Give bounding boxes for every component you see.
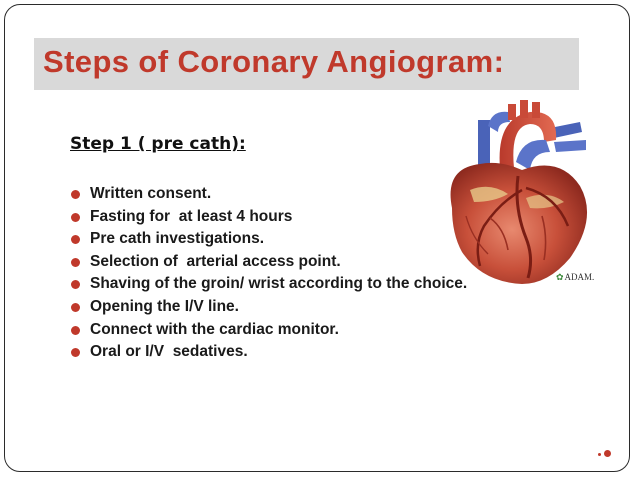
slide-corner-dot	[604, 450, 611, 457]
list-item	[70, 185, 467, 208]
image-credit-text: ADAM.	[564, 272, 595, 282]
list-item	[70, 208, 467, 231]
bullet-icon	[71, 303, 80, 312]
bullet-icon	[71, 213, 80, 222]
list-item	[70, 230, 467, 253]
list-item	[70, 343, 467, 366]
slide-title: Steps of Coronary Angiogram:	[43, 44, 505, 79]
list-item	[70, 275, 467, 298]
bullet-text: Oral or I/V sedatives.	[90, 343, 248, 361]
adam-logo-icon: ✿	[556, 272, 564, 282]
title-bar	[34, 38, 579, 90]
bullet-icon	[71, 258, 80, 267]
bullet-text: Fasting for at least 4 hours	[90, 207, 293, 225]
bullet-text: Selection of arterial access point.	[90, 252, 341, 270]
bullet-text: Written consent.	[90, 185, 212, 202]
list-item	[70, 321, 467, 344]
list-item	[70, 253, 467, 276]
heart-illustration-icon	[430, 98, 610, 288]
slide-corner-dot-small	[598, 453, 601, 456]
bullet-text: Pre cath investigations.	[90, 230, 264, 248]
bullet-text: Opening the I/V line.	[90, 297, 239, 315]
list-item	[70, 298, 467, 321]
bullet-icon	[71, 235, 80, 244]
bullet-icon	[71, 280, 80, 289]
step-heading: Step 1 ( pre cath):	[70, 134, 246, 154]
bullet-icon	[71, 326, 80, 335]
bullet-icon	[71, 348, 80, 357]
bullet-text: Connect with the cardiac monitor.	[90, 320, 339, 338]
bullet-text: Shaving of the groin/ wrist according to the choice.	[90, 275, 468, 293]
image-credit	[556, 272, 594, 283]
bullet-list	[70, 185, 467, 366]
bullet-icon	[71, 190, 80, 199]
